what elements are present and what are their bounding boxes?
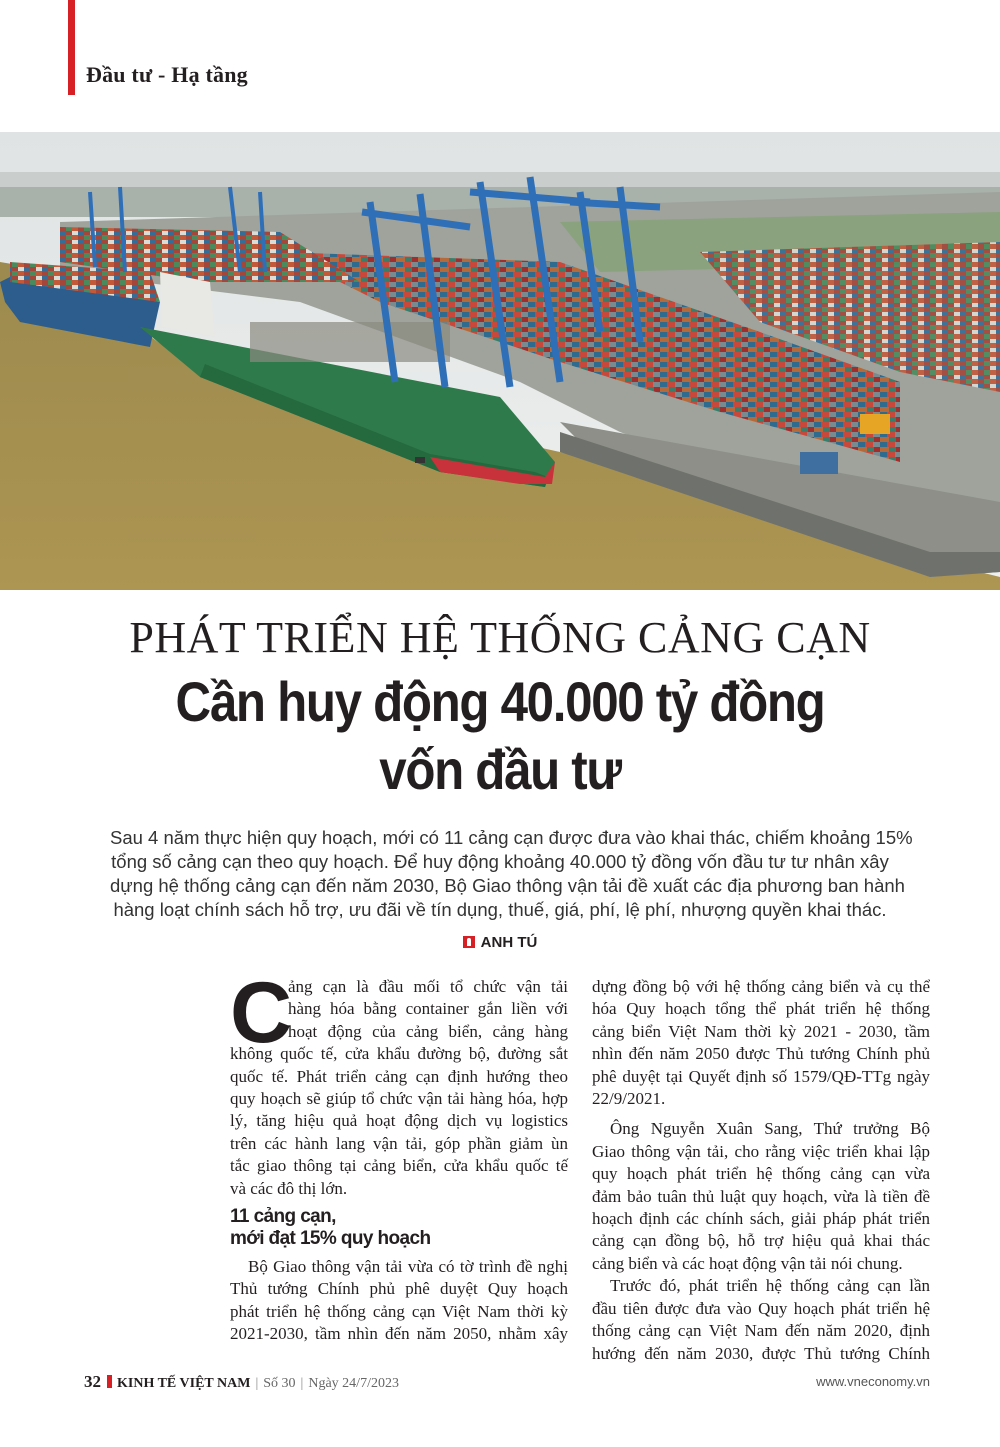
author-name: ANH TÚ xyxy=(480,934,538,951)
section-label: Đầu tư - Hạ tầng xyxy=(86,62,248,87)
body-line: nhìn đến năm 2050 được Thủ tướng Chính phủ xyxy=(592,1044,930,1064)
body-line: Bộ Giao thông vận tải vừa có tờ trình đề nghị xyxy=(248,1257,568,1277)
issue-date: Ngày 24/7/2023 xyxy=(308,1376,399,1391)
body-line: tắc giao thông tại cảng biển, cửa khẩu quốc tế xyxy=(230,1156,568,1176)
body-line: quy hoạch sẽ giúp tổ chức vận tải hàng hóa, hợp xyxy=(230,1089,568,1109)
article-lead xyxy=(110,826,913,922)
body-line: đảm bảo tuân thủ luật quy hoạch, vừa là tiền đề xyxy=(592,1186,930,1206)
article-kicker: PHÁT TRIỂN HỆ THỐNG CẢNG CẠN xyxy=(129,613,871,662)
body-line: hàng hóa bằng container gắn liền với xyxy=(288,999,568,1019)
body-line: thống cảng cạn Việt Nam đến năm 2020, định xyxy=(592,1321,930,1341)
body-line: cảng biển Việt Nam thời kỳ 2021 - 2030, tầm xyxy=(592,1021,930,1041)
body-line: lý, tăng hiệu quả hoạt động dịch vụ logistics xyxy=(230,1111,568,1131)
footer-accent-mark xyxy=(107,1375,112,1388)
article-headline xyxy=(60,668,940,804)
body-line: quốc tế. Phát triển cảng cạn định hướng theo xyxy=(230,1066,568,1086)
lead-line: Sau 4 năm thực hiện quy hoạch, mới có 11 cảng cạn được đưa vào khai thác, chiếm khoảng 15% xyxy=(110,827,913,848)
article-column-1 xyxy=(230,965,568,1346)
body-line: Giao thông vận tải, cho rằng việc triển khai lập xyxy=(592,1141,930,1161)
subheading-line: 11 cảng cạn, xyxy=(230,1206,336,1228)
headline-line: vốn đầu tư xyxy=(379,738,621,801)
subheading xyxy=(230,1206,568,1250)
pen-icon xyxy=(463,936,475,948)
byline xyxy=(0,934,1000,951)
lead-line: hàng loạt chính sách hỗ trợ, ưu đãi về tín dụng, thuế, giá, phí, lệ phí, nhượng quyền khai thác. xyxy=(113,899,887,920)
body-line: Trước đó, phát triển hệ thống cảng cạn lần xyxy=(610,1276,930,1296)
body-line: trên các hành lang vận tải, góp phần giảm ùn xyxy=(230,1133,568,1153)
website-url[interactable]: www.vneconomy.vn xyxy=(816,1374,930,1389)
body-line: phát triển hệ thống cảng cạn Việt Nam thời kỳ xyxy=(230,1301,568,1321)
body-line: Thủ tướng Chính phủ phê duyệt Quy hoạch xyxy=(230,1279,568,1299)
headline-line: Cần huy động 40.000 tỷ đồng xyxy=(175,670,825,733)
body-line: hóa Quy hoạch tổng thể phát triển hệ thống xyxy=(592,999,930,1019)
port-photo xyxy=(0,132,1000,590)
body-line: 2021-2030, tầm nhìn đến năm 2050, nhằm xây xyxy=(230,1324,568,1344)
body-line: hoạch định các chính sách, giải pháp phát triển xyxy=(592,1209,930,1229)
issue-number: Số 30 xyxy=(263,1376,296,1391)
body-line: hướng đến năm 2030, được Thủ tướng Chính xyxy=(592,1343,930,1363)
body-line: ảng cạn là đầu mối tổ chức vận tải xyxy=(288,977,568,996)
page-footer: 32 KINH TẾ VIỆT NAM | Số 30 | Ngày 24/7/2023 xyxy=(84,1372,399,1391)
lead-line: tổng số cảng cạn theo quy hoạch. Để huy động khoảng 40.000 tỷ đồng vốn đầu tư tư nhân xây xyxy=(111,851,889,872)
article-column-2 xyxy=(592,976,930,1365)
body-line: 22/9/2021. xyxy=(592,1089,666,1109)
body-line: phê duyệt tại Quyết định số 1579/QĐ-TTg ngày xyxy=(592,1066,930,1086)
magazine-name: KINH TẾ VIỆT NAM xyxy=(117,1376,251,1391)
page-number: 32 xyxy=(84,1372,101,1391)
body-line: đầu tiên được đưa vào Quy hoạch phát triển hệ xyxy=(592,1298,930,1318)
lead-line: dựng hệ thống cảng cạn đến năm 2030, Bộ Giao thông vận tải đề xuất các địa phương ban hành xyxy=(110,875,905,896)
drop-cap: C xyxy=(230,965,293,1061)
section-accent-bar xyxy=(68,0,75,95)
body-line: và các đô thị lớn. xyxy=(230,1178,348,1198)
body-line: Ông Nguyễn Xuân Sang, Thứ trưởng Bộ xyxy=(610,1119,930,1139)
body-line: cảng biển và các hoạt động vận tải nói chung. xyxy=(592,1253,903,1273)
body-line: quy hoạch phát triển hệ thống cảng cạn vừa xyxy=(592,1164,930,1184)
body-line: hoạt động của cảng biển, cảng hàng xyxy=(288,1021,568,1041)
body-line: cảng cạn đồng bộ, hỗ trợ hiệu quả khai thác xyxy=(592,1231,930,1251)
subheading-line: mới đạt 15% quy hoạch xyxy=(230,1228,431,1250)
body-line: dựng đồng bộ với hệ thống cảng biển và cụ thể xyxy=(592,977,930,996)
body-line: không quốc tế, cửa khẩu đường bộ, đường sắt xyxy=(230,1044,568,1064)
